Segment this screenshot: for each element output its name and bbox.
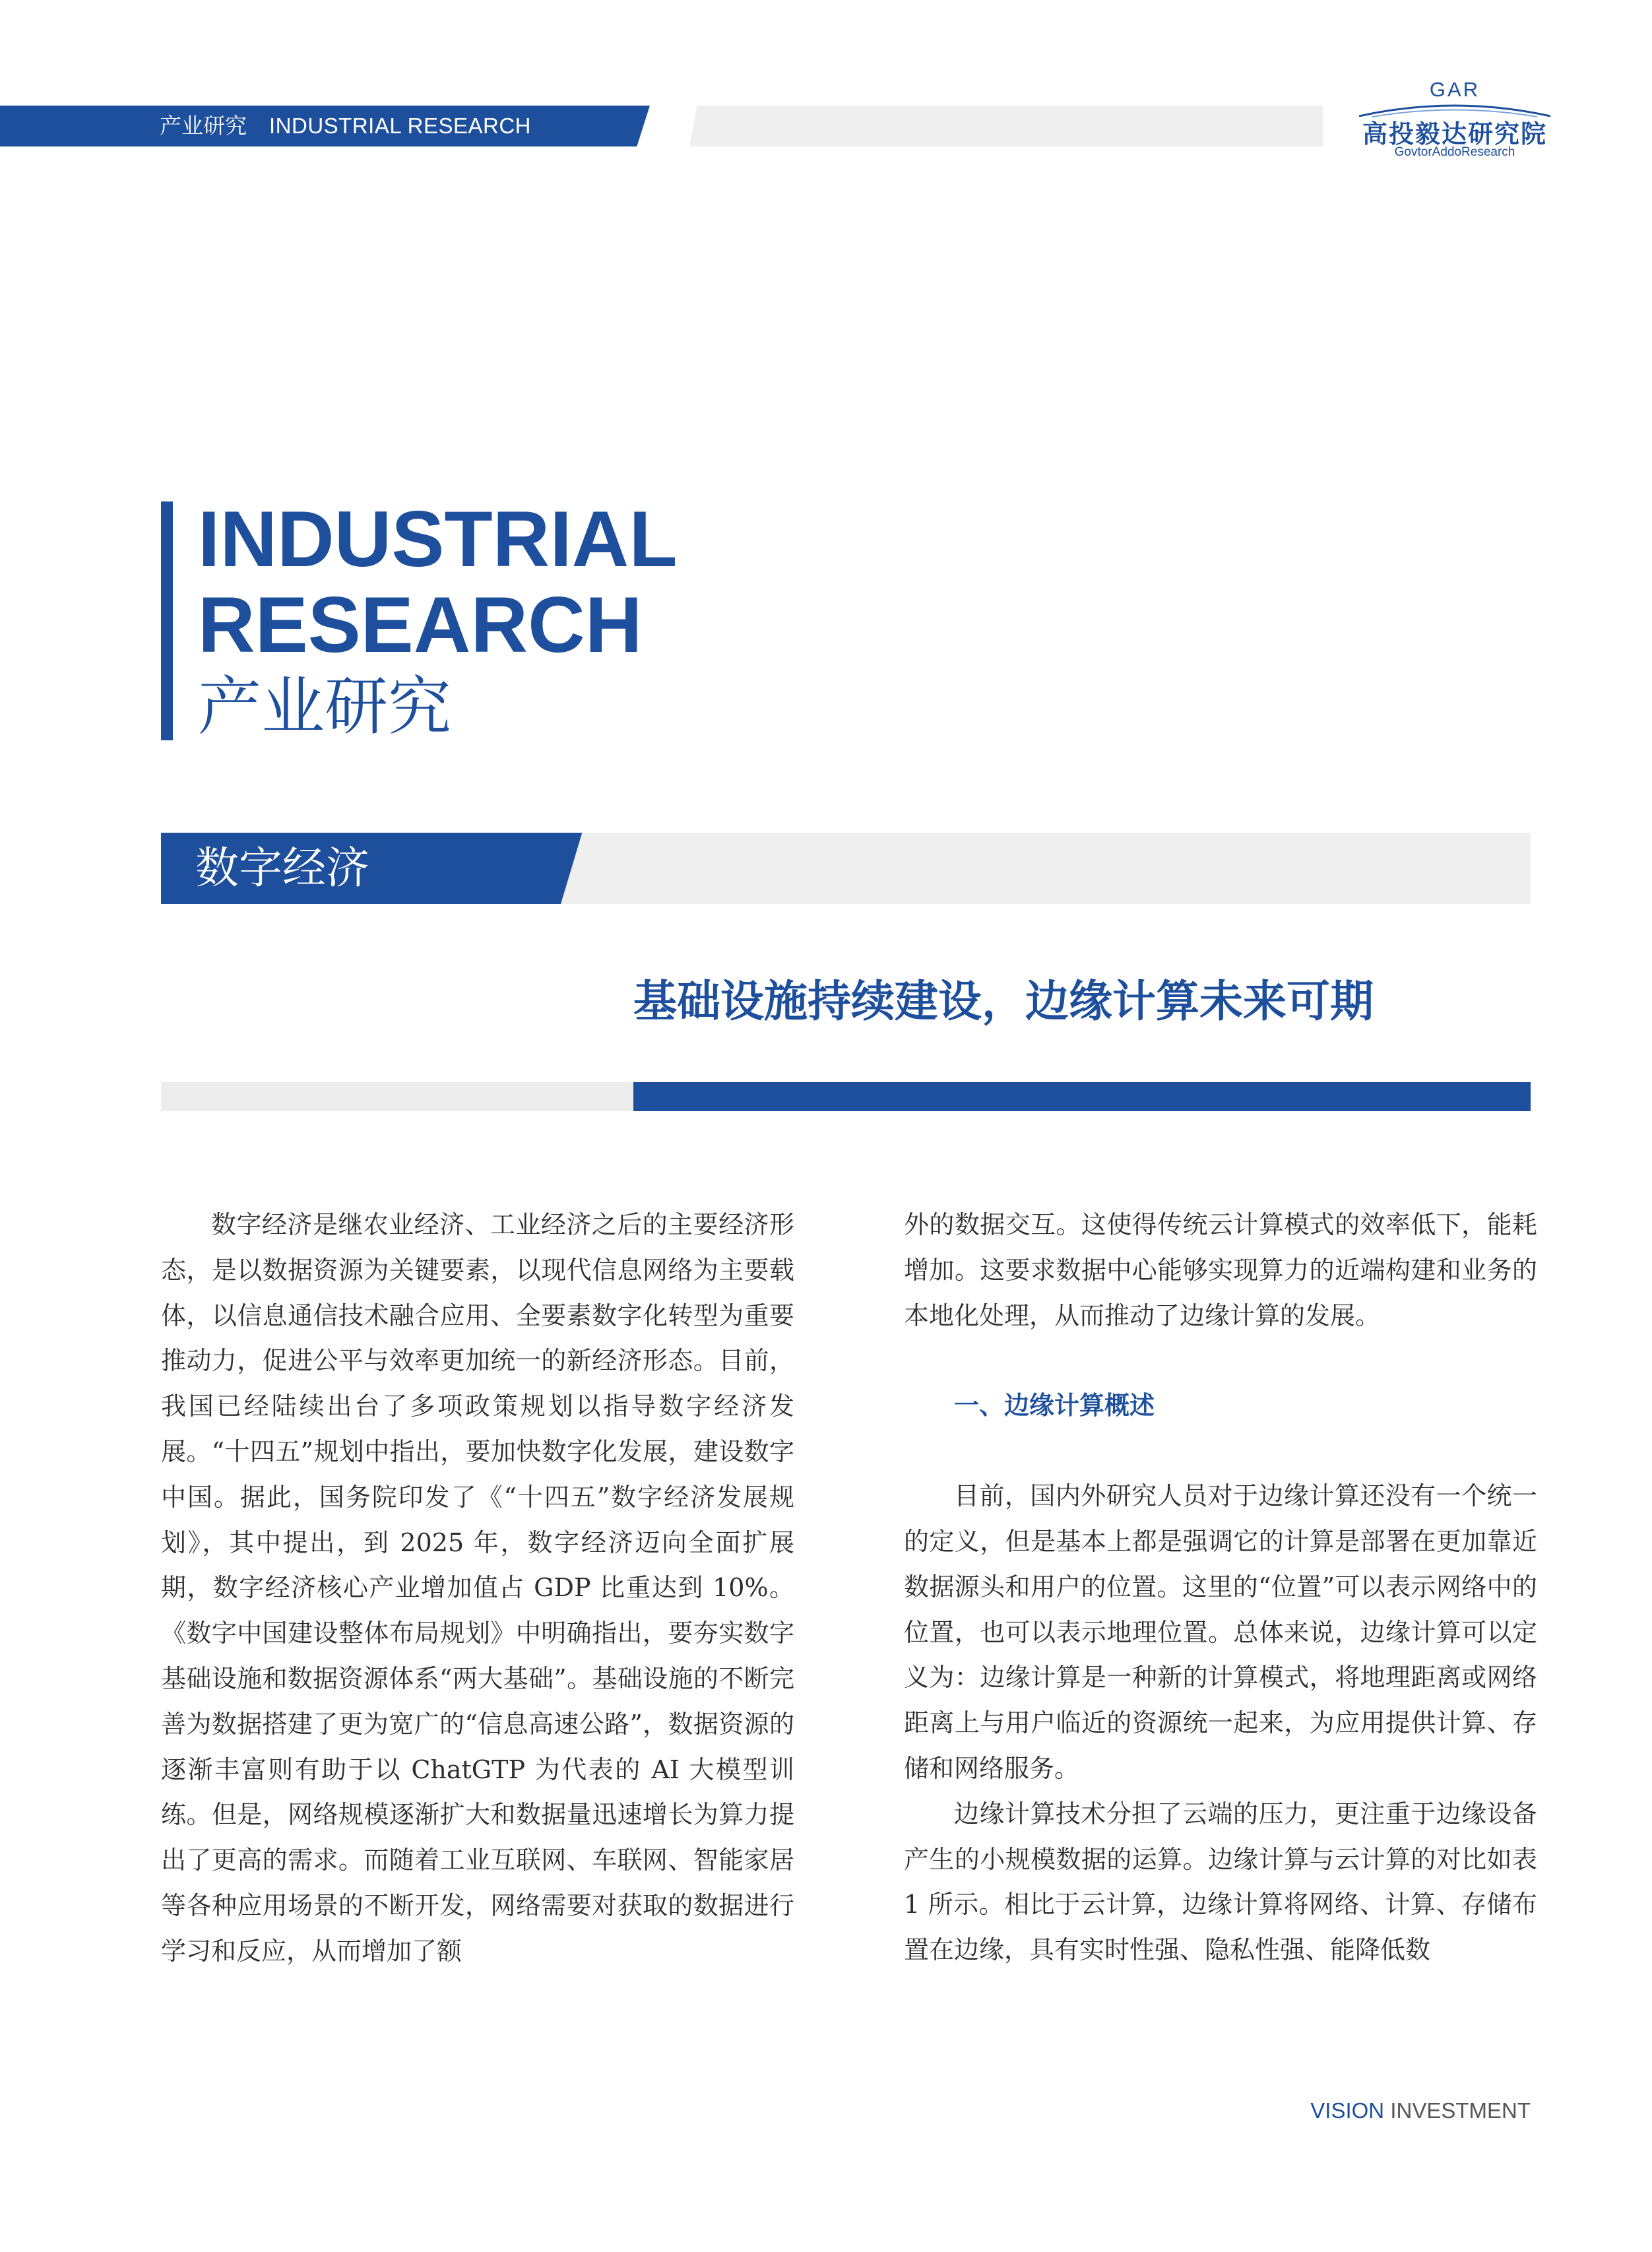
subsection-heading: 一、边缘计算概述 xyxy=(954,1391,1155,1421)
title-accent-bar xyxy=(161,501,173,740)
article-headline: 基础设施持续建设，边缘计算未来可期 xyxy=(633,976,1374,1027)
logo-name-cn: 高投毅达研究院 xyxy=(1362,119,1547,148)
section-title-cn: 产业研究 xyxy=(198,670,451,744)
category-gray-band xyxy=(561,833,1531,904)
section-title-line2: RESEARCH xyxy=(198,581,643,669)
section-title-en xyxy=(198,496,678,668)
body-column-left xyxy=(161,1202,794,1974)
logo-name-en: GovtorAddoResearch xyxy=(1394,145,1515,159)
section-title-line1: INDUSTRIAL xyxy=(198,495,678,583)
body-paragraph-continuation: 外的数据交互。这使得传统云计算模式的效率低下，能耗增加。这要求数据中心能够实现算力的近端构建和业务的本地化处理，从而推动了边缘计算的发展。 xyxy=(904,1210,1537,1330)
body-column-right xyxy=(904,1202,1537,1973)
body-paragraph: 边缘计算技术分担了云端的压力，更注重于边缘设备产生的小规模数据的运算。边缘计算与云计算的对比如表 1 所示。相比于云计算，边缘计算将网络、计算、存储布置在边缘，具有实时性强、隐私性强、能降低数 xyxy=(904,1799,1537,1965)
header-gray-band xyxy=(689,106,1323,146)
footer-vision: VISION xyxy=(1310,2098,1385,2123)
footer-brand xyxy=(1254,2098,1531,2123)
category-label: 数字经济 xyxy=(195,843,369,893)
headline-rule-blue xyxy=(633,1082,1531,1111)
body-paragraph: 目前，国内外研究人员对于边缘计算还没有一个统一的定义，但是基本上都是强调它的计算是部署在更加靠近数据源头和用户的位置。这里的“位置”可以表示网络中的位置，也可以表示地理位置。总体来说，边缘计算可以定义为：边缘计算是一种新的计算模式，将地理距离或网络距离上与用户临近的资源统一起来，为应用提供计算、存储和网络服务。 xyxy=(904,1481,1537,1783)
body-paragraph: 数字经济是继农业经济、工业经济之后的主要经济形态，是以数据资源为关键要素，以现代信息网络为主要载体，以信息通信技术融合应用、全要素数字化转型为重要推动力，促进公平与效率更加统一的新经济形态。目前，我国已经陆续出台了多项政策规划以指导数字经济发展。“十四五”规划中指出，要加快数字化发展，建设数字中国。据此，国务院印发了《“十四五”数字经济发展规划》，其中提出，到 2025 年，数字经济迈向全面扩展期，数字经济核心产业增加值占 GDP 比重达到 10%。《数字中国建设整体布局规划》中明确指出，要夯实数字基础设施和数据资源体系“两大基础”。基础设施的不断完善为数据搭建了更为宽广的“信息高速公路”，数据资源的逐渐丰富则有助于以 ChatGTP 为代表的 AI 大模型训练。但是，网络规模逐渐扩大和数据量迅速增长为算力提出了更高的需求。而随着工业互联网、车联网、智能家居等各种应用场景的不断开发，网络需要对获取的数据进行学习和反应，从而增加了额 xyxy=(161,1210,794,1966)
header-section-label xyxy=(160,106,531,146)
header-section-cn: 产业研究 xyxy=(160,113,247,139)
logo-abbr: GAR xyxy=(1429,78,1480,101)
footer-investment: INVESTMENT xyxy=(1390,2098,1531,2123)
header-section-en: INDUSTRIAL RESEARCH xyxy=(269,113,532,138)
headline-rule-gray xyxy=(161,1082,633,1111)
